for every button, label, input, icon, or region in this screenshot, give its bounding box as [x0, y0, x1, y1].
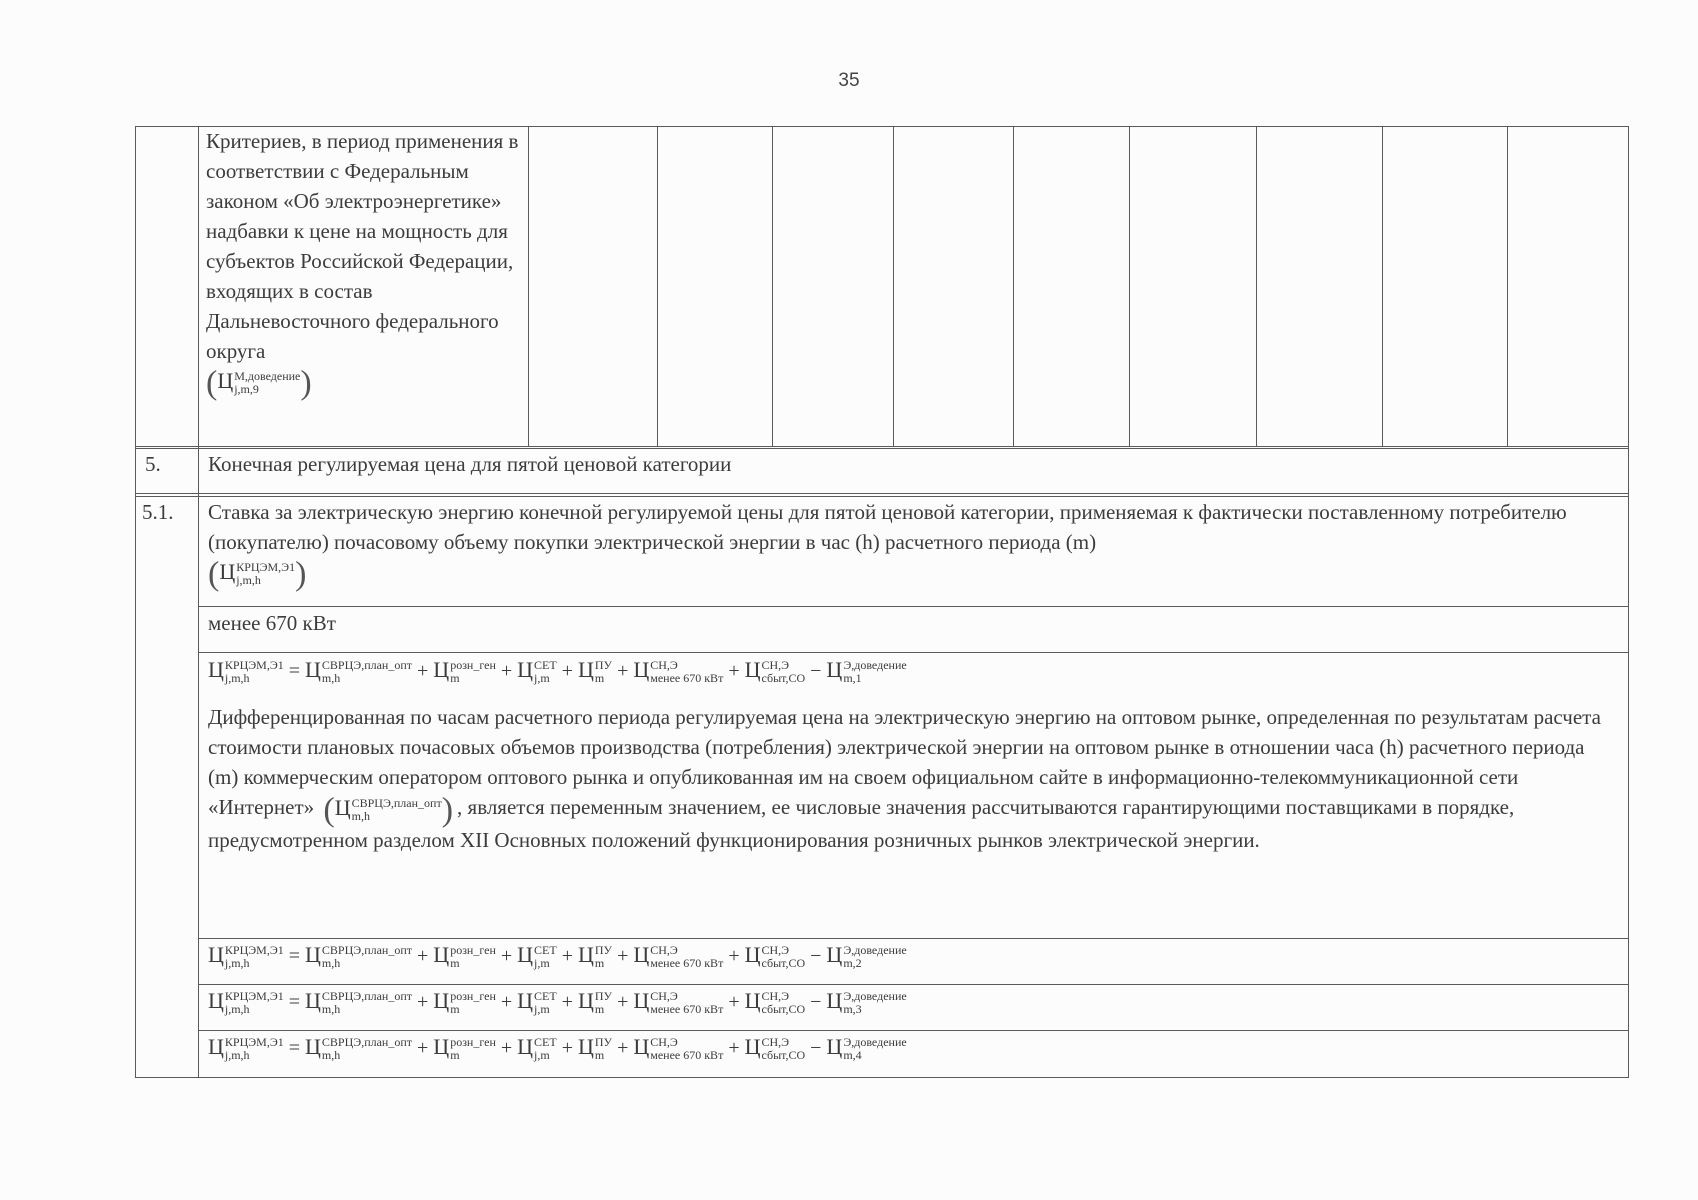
- criteria-text: Критериев, в период применения в соответствии с Федеральным законом «Об электроэнергетике» надбавки к цене на мощность для субъектов Российской Федерации, входящих в состав Дальневосточного федерального округа: [206, 129, 519, 363]
- criteria-cell: [206, 126, 526, 402]
- description-paragraph: [208, 702, 1618, 855]
- section-5-number: 5.: [145, 452, 161, 476]
- description-symbol: (Ц СВРЦЭ,план_опт m,h ): [323, 791, 454, 829]
- criteria-symbol: (Ц М,доведение j,m,9 ): [206, 364, 312, 402]
- section-5-1-symbol: (Ц КРЦЭМ,Э1 j,m,h ): [208, 555, 307, 593]
- page-number: 35: [838, 70, 860, 91]
- sub-label: менее 670 кВт: [208, 611, 336, 635]
- section-5-1-number: 5.1.: [142, 500, 174, 524]
- section-5-title: Конечная регулируемая цена для пятой ценовой категории: [208, 452, 732, 476]
- section-5-1-text: Ставка за электрическую энергию конечной регулируемой цены для пятой ценовой категории, применяемая к фактически поставленному потребителю (покупателю) почасовому объему покупки электрической энергии в час (h) расчетного периода (m): [208, 500, 1567, 554]
- formula-1: Ц КРЦЭМ,Э1 j,m,h = Ц СВРЦЭ,план_опт m,h + Ц розн_ген m + Ц СЕТ j,m + Ц ПУ m + Ц СН,Э менее 670 кВт + Ц СН,Э сбыт,СО − Ц Э,доведение m,1: [208, 657, 907, 686]
- description-part2: , является переменным значением, ее числовые значения рассчитываются гарантирующими поставщиками в порядке, предусмотренном разделом XII Основных положений функционирования розничных рынков электрической энергии.: [208, 795, 1515, 853]
- description-part1: Дифференцированная по часам расчетного периода регулируемая цена на электрическую энергию на оптовом рынке, определенная по результатам расчета стоимости плановых почасовых объемов производства (потребления) электрической энергии на оптовом рынке в отношении часа (h) расчетного периода (m) коммерческим оператором оптового рынка и опубликованная им на своем официальном сайте в информационно-телекоммуникационной сети «Интернет»: [208, 705, 1601, 819]
- formula-3: Ц КРЦЭМ,Э1 j,m,h = Ц СВРЦЭ,план_опт m,h + Ц розн_ген m + Ц СЕТ j,m + Ц ПУ m + Ц СН,Э менее 670 кВт + Ц СН,Э сбыт,СО − Ц Э,доведение m,3: [208, 988, 907, 1017]
- formula-2: Ц КРЦЭМ,Э1 j,m,h = Ц СВРЦЭ,план_опт m,h + Ц розн_ген m + Ц СЕТ j,m + Ц ПУ m + Ц СН,Э менее 670 кВт + Ц СН,Э сбыт,СО − Ц Э,доведение m,2: [208, 942, 907, 971]
- formula-4: Ц КРЦЭМ,Э1 j,m,h = Ц СВРЦЭ,план_опт m,h + Ц розн_ген m + Ц СЕТ j,m + Ц ПУ m + Ц СН,Э менее 670 кВт + Ц СН,Э сбыт,СО − Ц Э,доведение m,4: [208, 1034, 907, 1063]
- section-5-1-cell: [208, 497, 1618, 593]
